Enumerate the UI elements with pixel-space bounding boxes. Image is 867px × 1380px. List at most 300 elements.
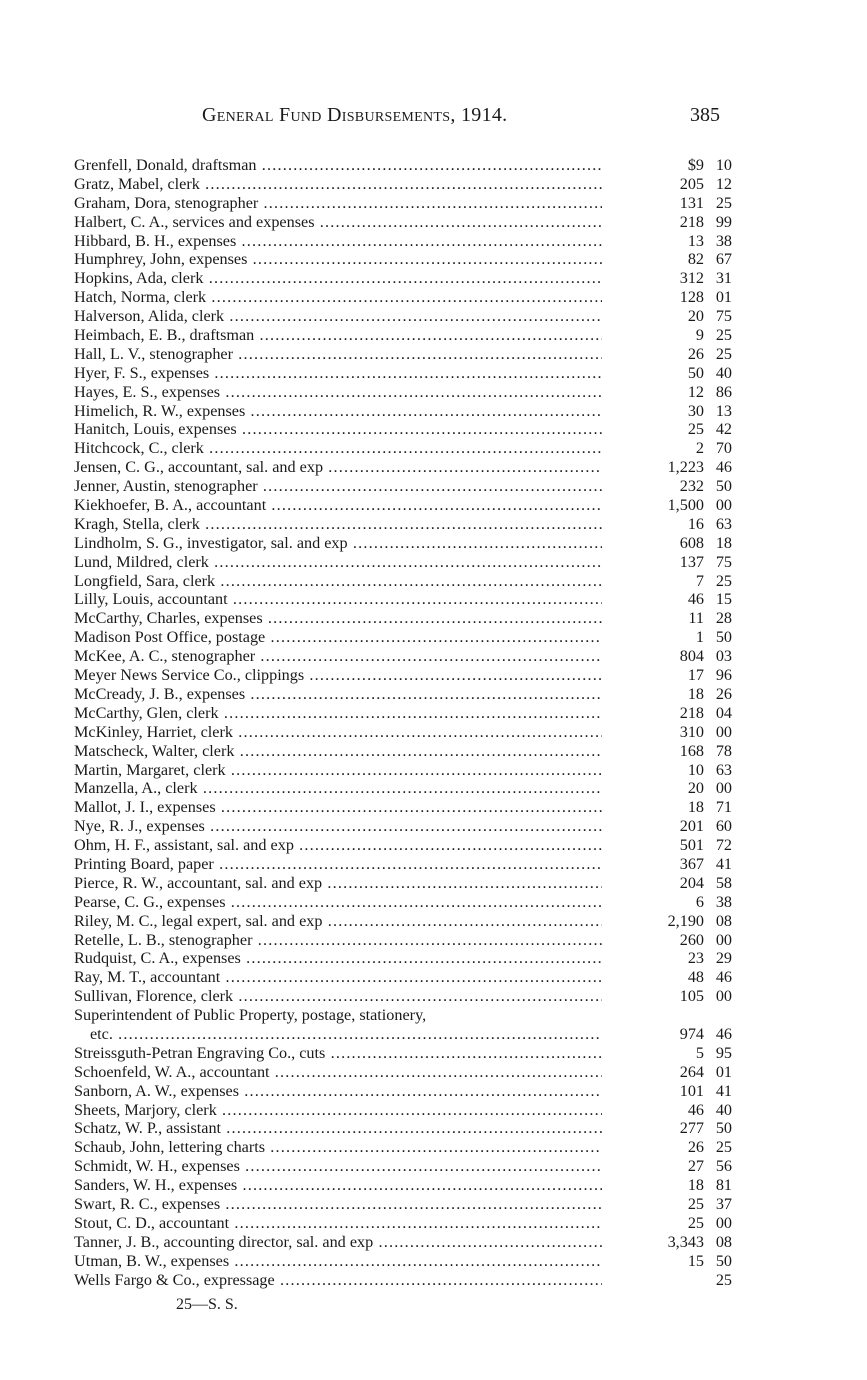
entry-description-text: Stout, C. D., accountant xyxy=(74,1213,230,1232)
entry-description-text: Sullivan, Florence, clerk xyxy=(74,987,234,1006)
entry-description xyxy=(74,1044,602,1063)
entry-description-text: Nye, R. J., expenses xyxy=(74,817,205,836)
list-item xyxy=(74,458,740,477)
list-item xyxy=(74,1157,740,1176)
amount-dollars: 277 xyxy=(679,1119,704,1138)
entry-description-text: etc. xyxy=(90,1024,113,1043)
dot-leaders xyxy=(241,949,602,967)
amount-dollars: 50 xyxy=(687,363,704,382)
entry-description-text: Humphrey, John, expenses xyxy=(74,250,248,269)
list-item xyxy=(74,269,740,288)
amount-cents: 26 xyxy=(715,684,732,703)
entry-description xyxy=(74,269,602,288)
list-item xyxy=(74,723,740,742)
dot-leaders xyxy=(221,1119,602,1137)
list-item xyxy=(74,383,740,402)
amount-dollars: 11 xyxy=(688,609,704,628)
list-item xyxy=(74,968,740,987)
list-item xyxy=(74,553,740,572)
dot-leaders xyxy=(323,458,602,476)
entry-description xyxy=(74,817,602,836)
amount-dollars: $9 xyxy=(687,156,704,174)
amount-dollars: 2,190 xyxy=(667,911,704,930)
entry-description xyxy=(74,1157,602,1176)
amount-cents: 96 xyxy=(715,666,732,685)
entry-description xyxy=(74,572,602,591)
dot-leaders xyxy=(209,364,602,382)
entry-description-text: McKinley, Harriet, clerk xyxy=(74,722,233,741)
dot-leaders xyxy=(255,647,602,665)
entry-description xyxy=(74,704,602,723)
amount-dollars: 46 xyxy=(687,1100,704,1119)
amount-cents: 41 xyxy=(715,854,732,873)
amount-dollars: 1 xyxy=(695,628,704,647)
amount-cents: 28 xyxy=(715,609,732,628)
entry-description xyxy=(74,515,602,534)
amount-dollars: 1,223 xyxy=(667,458,704,477)
dot-leaders xyxy=(237,1176,602,1194)
amount-dollars: 1,500 xyxy=(667,496,704,515)
amount-cents: 01 xyxy=(715,288,732,307)
list-item xyxy=(74,1214,740,1233)
entry-description xyxy=(74,1082,602,1101)
amount-dollars: 804 xyxy=(679,647,704,666)
dot-leaders xyxy=(234,742,602,760)
list-item xyxy=(74,1006,740,1044)
amount-dollars: 20 xyxy=(687,307,704,326)
entry-description-line: Superintendent of Public Property, postage, stationery, xyxy=(74,1006,427,1025)
dot-leaders xyxy=(233,723,602,741)
amount-cents: 08 xyxy=(715,1232,732,1251)
amount-dollars: 25 xyxy=(687,420,704,439)
amount-dollars: 131 xyxy=(679,193,704,212)
dot-leaders xyxy=(203,269,602,287)
dot-leaders xyxy=(229,1214,602,1232)
entry-description xyxy=(74,307,602,326)
dot-leaders xyxy=(245,685,602,703)
amount-dollars: 12 xyxy=(687,382,704,401)
dot-leaders xyxy=(215,572,602,590)
list-item xyxy=(74,836,740,855)
list-item xyxy=(74,987,740,1006)
dot-leaders xyxy=(220,968,602,986)
list-item xyxy=(74,742,740,761)
dot-leaders xyxy=(348,534,602,552)
entry-description xyxy=(74,609,602,628)
dot-leaders xyxy=(240,1157,602,1175)
entry-description xyxy=(74,798,602,817)
entry-description-text: Manzella, A., clerk xyxy=(74,779,198,798)
amount-dollars: 17 xyxy=(687,666,704,685)
amount-dollars: 9 xyxy=(695,326,704,345)
entry-description-text: McCarthy, Glen, clerk xyxy=(74,703,219,722)
amount-dollars: 18 xyxy=(687,1176,704,1195)
amount-dollars: 2 xyxy=(695,439,704,458)
entry-description xyxy=(74,968,602,987)
dot-leaders xyxy=(239,1082,602,1100)
amount-dollars: 26 xyxy=(687,344,704,363)
amount-dollars: 18 xyxy=(687,684,704,703)
entry-description xyxy=(74,1006,602,1044)
dot-leaders xyxy=(200,175,602,193)
amount-cents: 46 xyxy=(715,1024,732,1043)
entry-description-text: Sheets, Marjory, clerk xyxy=(74,1100,217,1119)
entry-description-text: Madison Post Office, postage xyxy=(74,628,266,647)
dot-leaders xyxy=(275,1271,602,1289)
amount-dollars: 137 xyxy=(679,552,704,571)
dot-leaders xyxy=(229,1252,602,1270)
amount-dollars: 101 xyxy=(679,1081,704,1100)
amount-cents: 46 xyxy=(715,968,732,987)
list-item xyxy=(74,515,740,534)
dot-leaders xyxy=(224,307,602,325)
list-item xyxy=(74,1101,740,1120)
dot-leaders xyxy=(204,439,602,457)
dot-leaders xyxy=(226,761,602,779)
list-item xyxy=(74,817,740,836)
entry-description xyxy=(74,383,602,402)
amount-cents: 72 xyxy=(715,836,732,855)
entry-description xyxy=(74,194,602,213)
amount-cents: 00 xyxy=(715,779,732,798)
amount-dollars: 16 xyxy=(687,514,704,533)
list-item xyxy=(74,893,740,912)
dot-leaders xyxy=(209,553,602,571)
amount-cents: 25 xyxy=(715,1138,732,1157)
entry-description-text: Pearse, C. G., expenses xyxy=(74,892,226,911)
dot-leaders xyxy=(217,1101,602,1119)
entry-description-text: Hyer, F. S., expenses xyxy=(74,363,210,382)
entry-description xyxy=(74,1252,602,1271)
disbursement-list xyxy=(74,156,740,1289)
list-item xyxy=(74,326,740,345)
list-item xyxy=(74,1063,740,1082)
entry-description-text: McCready, J. B., expenses xyxy=(74,684,246,703)
entry-description xyxy=(74,912,602,931)
amount-dollars: 7 xyxy=(695,571,704,590)
dot-leaders xyxy=(233,987,602,1005)
page-title: General Fund Disbursements, 1914. xyxy=(202,104,508,126)
amount-cents: 86 xyxy=(715,382,732,401)
amount-cents: 38 xyxy=(715,231,732,250)
entry-description xyxy=(74,1101,602,1120)
amount-cents: 08 xyxy=(715,911,732,930)
entry-description-text: Halbert, C. A., services and expenses xyxy=(74,212,315,231)
entry-description-text: Gratz, Mabel, clerk xyxy=(74,174,200,193)
dot-leaders xyxy=(200,515,602,533)
dot-leaders xyxy=(257,156,603,174)
list-item xyxy=(74,704,740,723)
entry-description-text: Meyer News Service Co., clippings xyxy=(74,666,305,685)
amount-dollars: 27 xyxy=(687,1157,704,1176)
entry-description-text: Grenfell, Donald, draftsman xyxy=(74,156,257,174)
dot-leaders xyxy=(237,420,602,438)
entry-description xyxy=(74,156,602,175)
dot-leaders xyxy=(254,326,602,344)
list-item xyxy=(74,798,740,817)
list-item xyxy=(74,345,740,364)
entry-description-text: Schaub, John, lettering charts xyxy=(74,1138,266,1157)
entry-description-text: Ray, M. T., accountant xyxy=(74,968,221,987)
entry-description xyxy=(74,723,602,742)
entry-description-text: Kiekhoefer, B. A., accountant xyxy=(74,496,267,515)
entry-description-text: Riley, M. C., legal expert, sal. and exp xyxy=(74,911,323,930)
amount-cents: 50 xyxy=(715,1251,732,1270)
entry-description xyxy=(74,175,602,194)
amount-dollars: 501 xyxy=(679,836,704,855)
entry-description xyxy=(74,647,602,666)
entry-description xyxy=(74,779,602,798)
amount-cents: 04 xyxy=(715,703,732,722)
amount-dollars: 46 xyxy=(687,590,704,609)
list-item xyxy=(74,949,740,968)
list-item xyxy=(74,855,740,874)
amount-dollars: 25 xyxy=(687,1213,704,1232)
entry-description xyxy=(74,949,602,968)
entry-description-text: Printing Board, paper xyxy=(74,854,214,873)
list-item xyxy=(74,213,740,232)
dot-leaders xyxy=(198,779,602,797)
list-item xyxy=(74,1138,740,1157)
dot-leaders xyxy=(228,590,602,608)
list-item xyxy=(74,1119,740,1138)
amount-cents: 60 xyxy=(715,817,732,836)
entry-description-text: Swart, R. C., expenses xyxy=(74,1195,221,1213)
entry-description xyxy=(74,496,602,515)
entry-description xyxy=(74,893,602,912)
dot-leaders xyxy=(226,893,603,911)
entry-description-text: Graham, Dora, stenographer xyxy=(74,193,259,212)
amount-cents: 40 xyxy=(715,363,732,382)
entry-description xyxy=(74,420,602,439)
entry-description xyxy=(74,742,602,761)
amount-dollars: 48 xyxy=(687,968,704,987)
dot-leaders xyxy=(258,477,602,495)
entry-description-text: Heimbach, E. B., draftsman xyxy=(74,326,255,345)
entry-description xyxy=(74,402,602,421)
amount-dollars: 312 xyxy=(679,269,704,288)
amount-cents: 75 xyxy=(715,552,732,571)
amount-cents: 25 xyxy=(715,571,732,590)
amount-dollars: 15 xyxy=(687,1251,704,1270)
list-item xyxy=(74,590,740,609)
entry-description-text: McCarthy, Charles, expenses xyxy=(74,609,263,628)
entry-description-text: Schoenfeld, W. A., accountant xyxy=(74,1062,270,1081)
amount-cents: 03 xyxy=(715,647,732,666)
dot-leaders xyxy=(325,1044,602,1062)
entry-description-text: Halverson, Alida, clerk xyxy=(74,307,225,326)
list-item xyxy=(74,647,740,666)
amount-dollars: 232 xyxy=(679,477,704,496)
list-item xyxy=(74,534,740,553)
list-item xyxy=(74,156,740,175)
list-item xyxy=(74,1044,740,1063)
amount-cents: 70 xyxy=(715,439,732,458)
entry-description xyxy=(74,477,602,496)
entry-description-text: Retelle, L. B., stenographer xyxy=(74,930,253,949)
list-item xyxy=(74,402,740,421)
entry-description-text: Utman, B. W., expenses xyxy=(74,1251,230,1270)
dot-leaders xyxy=(205,817,602,835)
amount-cents: 25 xyxy=(715,1270,732,1289)
entry-description-text: Sanders, W. H., expenses xyxy=(74,1176,238,1195)
list-item xyxy=(74,232,740,251)
entry-description xyxy=(74,666,602,685)
entry-description-text: Hanitch, Louis, expenses xyxy=(74,420,237,439)
amount-cents: 81 xyxy=(715,1176,732,1195)
list-item xyxy=(74,628,740,647)
entry-description xyxy=(74,685,602,704)
amount-dollars: 30 xyxy=(687,401,704,420)
list-item xyxy=(74,175,740,194)
amount-cents: 12 xyxy=(715,174,732,193)
entry-description xyxy=(74,1176,602,1195)
entry-description-text: Jenner, Austin, stenographer xyxy=(74,477,258,496)
dot-leaders xyxy=(304,666,602,684)
list-item xyxy=(74,666,740,685)
entry-description-text: Ohm, H. F., assistant, sal. and exp xyxy=(74,836,294,855)
amount-dollars: 201 xyxy=(679,817,704,836)
entry-description-text: Longfield, Sara, clerk xyxy=(74,571,216,590)
amount-dollars: 25 xyxy=(687,1195,704,1213)
entry-description-continuation xyxy=(74,1025,602,1044)
amount-dollars: 168 xyxy=(679,741,704,760)
page-number: 385 xyxy=(690,104,720,126)
list-item xyxy=(74,496,740,515)
list-item xyxy=(74,288,740,307)
amount-cents: 31 xyxy=(715,269,732,288)
dot-leaders xyxy=(265,1138,602,1156)
dot-leaders xyxy=(214,855,602,873)
dot-leaders xyxy=(294,836,602,854)
entry-description-text: Mallot, J. I., expenses xyxy=(74,798,216,817)
entry-description-text: Schmidt, W. H., expenses xyxy=(74,1157,240,1176)
amount-cents: 63 xyxy=(715,514,732,533)
list-item xyxy=(74,779,740,798)
entry-description-text: Hall, L. V., stenographer xyxy=(74,344,233,363)
amount-cents: 10 xyxy=(715,156,732,174)
entry-description-text: Hitchcock, C., clerk xyxy=(74,439,204,458)
list-item xyxy=(74,1195,740,1214)
dot-leaders xyxy=(315,213,603,231)
entry-description-text: Lund, Mildred, clerk xyxy=(74,552,209,571)
entry-description xyxy=(74,1214,602,1233)
dot-leaders xyxy=(233,345,602,363)
list-item xyxy=(74,194,740,213)
amount-cents: 46 xyxy=(715,458,732,477)
list-item xyxy=(74,250,740,269)
entry-description xyxy=(74,874,602,893)
amount-cents: 71 xyxy=(715,798,732,817)
amount-cents: 40 xyxy=(715,1100,732,1119)
entry-description xyxy=(74,1195,602,1214)
entry-description xyxy=(74,1063,602,1082)
entry-description-text: Sanborn, A. W., expenses xyxy=(74,1081,240,1100)
dot-leaders xyxy=(216,798,602,816)
entry-description-text: Hatch, Norma, clerk xyxy=(74,288,207,307)
amount-dollars: 218 xyxy=(679,212,704,231)
dot-leaders xyxy=(322,912,602,930)
entry-description xyxy=(74,439,602,458)
amount-dollars: 3,343 xyxy=(667,1232,704,1251)
amount-cents: 38 xyxy=(715,892,732,911)
entry-description xyxy=(74,1119,602,1138)
list-item xyxy=(74,1082,740,1101)
amount-cents: 78 xyxy=(715,741,732,760)
dot-leaders xyxy=(113,1025,602,1043)
amount-cents: 25 xyxy=(715,193,732,212)
list-item xyxy=(74,912,740,931)
entry-description xyxy=(74,628,602,647)
amount-cents: 50 xyxy=(715,628,732,647)
amount-dollars: 26 xyxy=(687,1138,704,1157)
dot-leaders xyxy=(247,250,602,268)
entry-description-text: Lilly, Louis, accountant xyxy=(74,590,228,609)
amount-dollars: 18 xyxy=(687,798,704,817)
amount-cents: 00 xyxy=(715,930,732,949)
amount-cents: 15 xyxy=(715,590,732,609)
dot-leaders xyxy=(220,1195,602,1213)
entry-description xyxy=(74,345,602,364)
amount-cents: 67 xyxy=(715,250,732,269)
dot-leaders xyxy=(252,931,602,949)
entry-description-text: Rudquist, C. A., expenses xyxy=(74,949,241,968)
dot-leaders xyxy=(266,496,602,514)
entry-description-text: Pierce, R. W., accountant, sal. and exp xyxy=(74,873,323,892)
entry-description-text: Streissguth-Petran Engraving Co., cuts xyxy=(74,1043,326,1062)
entry-description-text: Schatz, W. P., assistant xyxy=(74,1119,222,1138)
amount-cents: 13 xyxy=(715,401,732,420)
amount-cents: 58 xyxy=(715,873,732,892)
amount-dollars: 310 xyxy=(679,722,704,741)
entry-description xyxy=(74,987,602,1006)
dot-leaders xyxy=(236,232,602,250)
list-item xyxy=(74,931,740,950)
amount-dollars: 205 xyxy=(679,174,704,193)
amount-cents: 01 xyxy=(715,1062,732,1081)
entry-description-text: Kragh, Stella, clerk xyxy=(74,514,200,533)
list-item xyxy=(74,685,740,704)
list-item xyxy=(74,761,740,780)
entry-description xyxy=(74,590,602,609)
entry-description xyxy=(74,288,602,307)
entry-description xyxy=(74,213,602,232)
list-item xyxy=(74,420,740,439)
amount-cents: 00 xyxy=(715,987,732,1006)
amount-cents: 95 xyxy=(715,1043,732,1062)
entry-description xyxy=(74,761,602,780)
amount-dollars: 10 xyxy=(687,760,704,779)
amount-dollars: 23 xyxy=(687,949,704,968)
list-item xyxy=(74,1271,740,1290)
amount-cents: 41 xyxy=(715,1081,732,1100)
entry-description-text: Matscheck, Walter, clerk xyxy=(74,741,235,760)
dot-leaders xyxy=(263,609,602,627)
list-item xyxy=(74,609,740,628)
amount-cents: 56 xyxy=(715,1157,732,1176)
amount-cents: 50 xyxy=(715,477,732,496)
page-header xyxy=(0,104,867,130)
amount-dollars: 264 xyxy=(679,1062,704,1081)
amount-dollars: 13 xyxy=(687,231,704,250)
entry-description-text: Martin, Margaret, clerk xyxy=(74,760,226,779)
amount-dollars: 204 xyxy=(679,873,704,892)
list-item xyxy=(74,439,740,458)
amount-dollars: 6 xyxy=(695,892,704,911)
amount-dollars: 608 xyxy=(679,533,704,552)
list-item xyxy=(74,572,740,591)
list-item xyxy=(74,1233,740,1252)
